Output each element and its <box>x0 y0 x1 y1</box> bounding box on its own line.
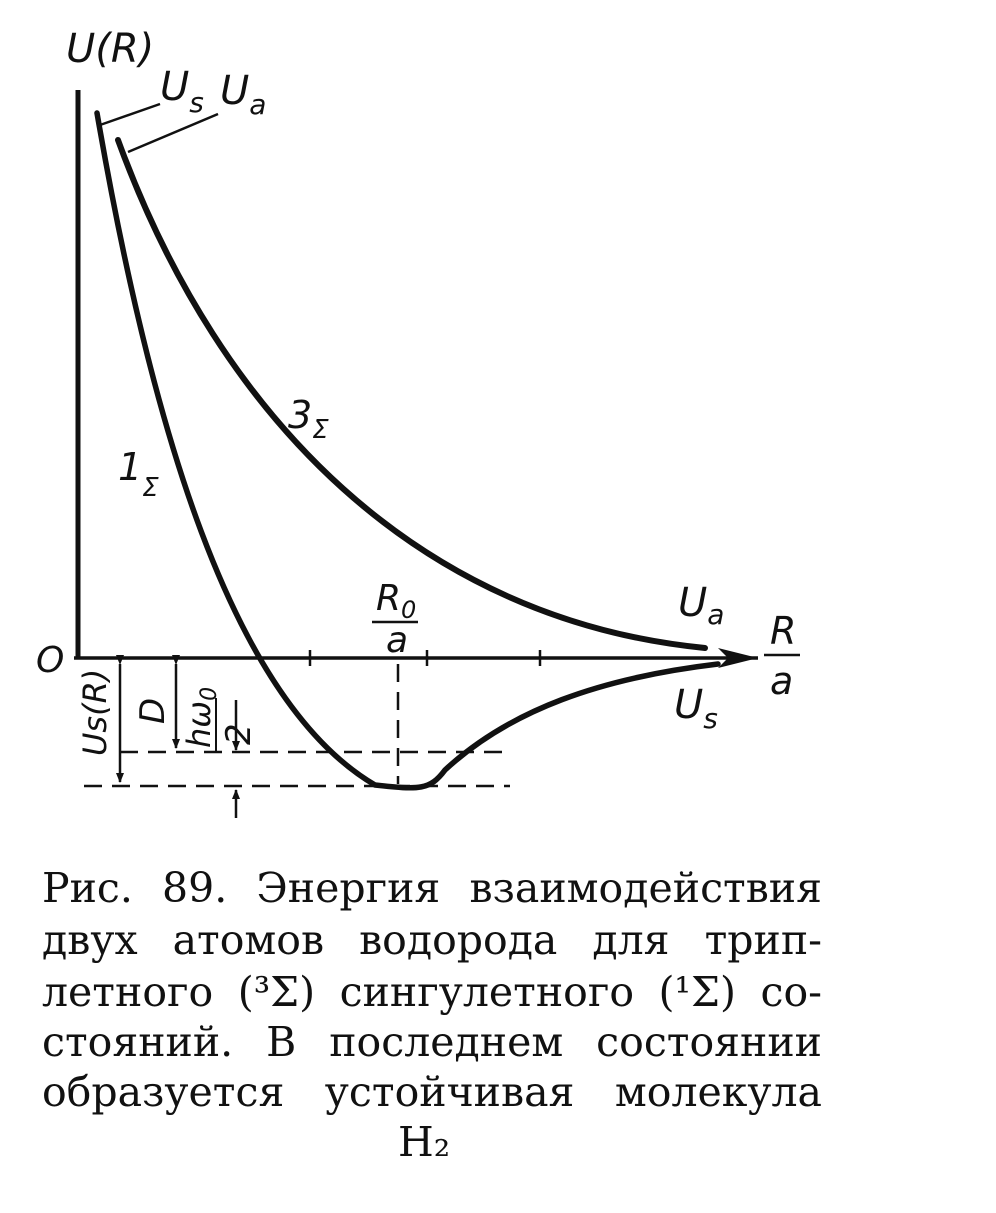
x-axis-label-denominator: a <box>770 659 794 703</box>
ua-right-label: $U_a$ <box>678 580 725 631</box>
r0-label-denominator: a <box>386 620 409 661</box>
hw-level-label: hω0 <box>180 686 222 748</box>
y-axis-label: U(R) <box>66 26 155 72</box>
us-leader-line <box>100 104 160 125</box>
singlet-label: $1_\Sigma$ <box>118 445 159 503</box>
caption-line-1: Рис. 89. Энергия взаимодействия <box>42 864 822 912</box>
caption-line-2: двух атомов водорода для трип- <box>42 916 822 964</box>
us-top-label: $U_s$ <box>160 64 204 119</box>
ua-top-label: $U_a$ <box>220 68 267 121</box>
x-axis-label-numerator: R <box>770 609 797 653</box>
us-right-label: $U_s$ <box>674 682 718 735</box>
ua-leader-line <box>128 114 218 152</box>
us-r-level-label: Us(R) <box>76 668 114 756</box>
caption-line-4: стояний. В последнем состоянии <box>42 1018 822 1066</box>
caption-line-5: образуется устойчивая молекула <box>42 1068 822 1116</box>
hw-level-denominator: 2 <box>219 723 259 745</box>
r0-label-numerator: $R_0$ <box>376 578 417 624</box>
triplet-curve-ua <box>118 140 705 648</box>
origin-label: O <box>36 640 65 681</box>
triplet-label: $3_\Sigma$ <box>288 393 329 445</box>
caption-line-3: летного (³Σ) сингулетного (¹Σ) со- <box>42 968 822 1016</box>
caption-line-6: H₂ <box>398 1118 451 1166</box>
d-level-label: D <box>133 697 173 724</box>
singlet-curve-us <box>97 113 718 788</box>
